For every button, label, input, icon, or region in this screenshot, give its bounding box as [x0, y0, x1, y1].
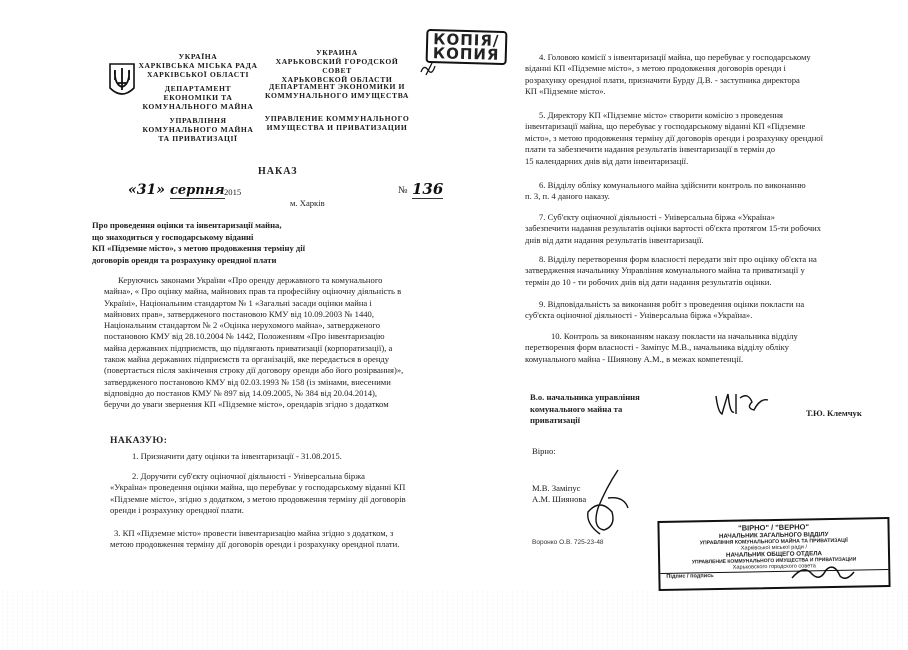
item-line: місто», з метою продовження терміну дії договорів оренди і розрахунку орендної	[525, 132, 823, 143]
ru-city-block	[262, 48, 412, 84]
approver-name: М.В. Заміпус	[532, 483, 581, 493]
stamp-line: НАЧАЛЬНИК ОБЩЕГО ОТДЕЛА	[725, 550, 823, 559]
order-word: НАКАЗУЮ:	[110, 436, 168, 446]
executor-note: Воронко О.В. 725-23-48	[532, 539, 604, 546]
order-item-5	[525, 110, 877, 167]
stamp-line: УПРАВЛЕНИЕ КОММУНАЛЬНОГО ИМУЩЕСТВА И ПРИВАТИЗАЦИИ	[691, 556, 857, 566]
item-line: інвентаризації майна, що перебуває у господарському віданні КП «Підземне	[525, 121, 806, 132]
item-line: суб'єкта оціночної діяльності - Універсальна біржа «Україна».	[525, 310, 753, 321]
signatory-title	[530, 392, 680, 427]
order-item-10	[525, 331, 877, 365]
stamp-line: Харьковского городского совета	[732, 563, 816, 571]
ua-header-line: УКРАЇНА	[178, 52, 218, 61]
ua-header-line: ДЕПАРТАМЕНТ	[164, 84, 232, 93]
ru-header-line: ХАРЬКОВСКОЙ ОБЛАСТИ	[281, 75, 393, 84]
signature-icon	[712, 388, 772, 422]
order-city: м. Харків	[290, 198, 325, 208]
preamble-line: майна», « Про оцінку майна, майнових прав та професійну оціночну діяльність в	[104, 286, 402, 297]
item-line: комунального майна - Шиянову А.М., в межах компетенції.	[525, 353, 744, 364]
order-date-day: «31»	[128, 182, 165, 198]
order-title: НАКАЗ	[258, 166, 298, 177]
item-line: забезпечити надання результатів оцінки вартості об'єкта протягом 15-ти робочих	[525, 223, 822, 234]
preamble-line: (повертається після закінчення строку дії договору оренди або його розірвання)»,	[104, 365, 404, 376]
scan-noise	[0, 590, 908, 650]
item-line: 4. Головою комісії з інвентаризації майна, що перебуває у господарському	[539, 52, 811, 62]
copy-stamp-line: КОПІЯ/	[432, 30, 500, 50]
scribble-mark	[418, 60, 440, 83]
item-line: КП «Підземне місто».	[525, 86, 606, 97]
order-item-3	[110, 528, 456, 551]
item-line: п. 3, п. 4 даного наказу.	[525, 191, 610, 202]
preamble-paragraph	[104, 275, 456, 411]
preamble-line: майна державних підприємств, що підлягають приватизації (корпоратизації), а	[104, 342, 393, 353]
order-item-2	[110, 471, 456, 517]
trident-icon	[108, 62, 136, 100]
stamp-signature	[790, 560, 856, 591]
ua-header-line: ТА ПРИВАТИЗАЦІЇ	[158, 134, 238, 143]
approver-name: А.М. Шиянова	[532, 494, 587, 505]
stamp-sign-label: Підпис / подпись	[660, 569, 888, 580]
ua-mgmt-block	[138, 116, 258, 143]
subject-line: що знаходиться у господарському віданні	[92, 231, 254, 242]
stamp-line: НАЧАЛЬНИК ЗАГАЛЬНОГО ВІДДІЛУ	[718, 531, 829, 540]
item-line: термін до 10 - ти робочих днів від дати надання результатів оцінки.	[525, 276, 772, 287]
item-line: затвердження начальнику Управління комунального майна та приватизації у	[525, 265, 805, 276]
order-date-year: 2015	[224, 187, 242, 197]
preamble-line: Україні», Національним стандартом № 1 «Загальні засади оцінки майна і	[104, 297, 372, 308]
signatory-line: приватизації	[530, 415, 581, 426]
ua-header-line: ХАРКІВСЬКОЇ ОБЛАСТІ	[146, 70, 250, 79]
item-line: 7. Суб'єкту оціночної діяльності - Універсальна біржа «Україна»	[539, 212, 775, 222]
ru-mgmt-block	[262, 114, 412, 132]
ru-dept-block	[262, 82, 412, 100]
subject-line: КП «Підземне місто», з метою продовження терміну дії	[92, 243, 306, 254]
subject-line: Про проведення оцінки та інвентаризації майна,	[92, 220, 282, 230]
preamble-line: Національним стандартом № 2 «Оцінка нерухомого майна», затвердженого	[104, 320, 381, 331]
ua-header-line: ХАРКІВСЬКА МІСЬКА РАДА	[138, 61, 258, 70]
preamble-line: беручи до уваги звернення КП «Підземне місто», орендарів згідно з додатком	[104, 399, 389, 410]
order-number: 136	[412, 180, 444, 198]
item-line: метою продовження терміну дії договорів оренди і розрахунку орендної плати.	[110, 539, 400, 550]
order-item-9	[525, 299, 877, 322]
item-line: 10. Контроль за виконанням наказу покласти на начальника відділу	[551, 331, 798, 341]
ua-header-line: ЕКОНОМІКИ ТА	[163, 93, 233, 102]
preamble-line: Керуючись законами України «Про оренду державного та комунального	[118, 275, 383, 285]
item-line: 9. Відповідальність за виконання робіт з проведення оцінки покласти на	[539, 299, 805, 309]
order-date-month: серпня	[170, 183, 225, 198]
preamble-line: відповідно до постанов КМУ № 897 від 14.09.2005, № 384 від 20.04.2014),	[104, 387, 378, 398]
preamble-line: постановою КМУ від 28.10.2004 № 1442, Положенням «Про інвентаризацію	[104, 331, 385, 342]
ua-header-line: УПРАВЛІННЯ	[169, 116, 227, 125]
ru-header-line: ХАРЬКОВСКИЙ ГОРОДСКОЙ СОВЕТ	[275, 57, 399, 75]
ru-header-line: ИМУЩЕСТВА И ПРИВАТИЗАЦИИ	[266, 123, 408, 132]
ua-city-block	[138, 52, 258, 79]
signatory-line: В.о. начальника управління	[530, 392, 640, 402]
preamble-line: затвердженого постановою КМУ від 02.03.1993 № 158 (із змінами, внесеними	[104, 376, 391, 387]
item-line: 15 календарних днів від дати інвентаризації.	[525, 155, 689, 166]
order-item-7	[525, 212, 877, 246]
item-line: «Україна» проведення оцінки майна, що перебуває у господарському віданні КП	[110, 482, 406, 493]
signatory-line: комунального майна та	[530, 403, 623, 414]
preamble-line: майнових прав», затвердженого постановою КМУ від 10.09.2003 № 1440,	[104, 308, 374, 319]
item-line: днів від дати надання результатів інвентаризації.	[525, 234, 704, 245]
pen-mark-icon	[418, 60, 440, 78]
signature-head	[712, 388, 772, 427]
item-line: 2. Доручити суб'єкту оціночної діяльності - Універсальна біржа	[132, 471, 365, 481]
ua-header-line: КОМУНАЛЬНОГО МАЙНА	[142, 125, 254, 134]
item-line: плати та забезпечити надання результатів інвентаризації в термін до	[525, 144, 776, 155]
copy-stamp-line: КОПИЯ	[432, 44, 500, 64]
coat-of-arms-left	[108, 62, 136, 100]
verified-label: Вірно:	[532, 446, 556, 456]
item-line: 5. Директору КП «Підземне місто» створити комісію з проведення	[539, 110, 783, 120]
item-line: «Підземне місто», згідно з додатком, з метою продовження терміну дії договорів	[110, 493, 406, 504]
subject-line: договорів оренди та розрахунку орендної плати	[92, 254, 277, 265]
ru-header-line: ДЕПАРТАМЕНТ ЭКОНОМИКИ И	[269, 82, 405, 91]
item-line: оренди і розрахунку орендної плати.	[110, 505, 244, 516]
order-item-1: 1. Призначити дату оцінки та інвентаризації - 31.08.2015.	[132, 451, 342, 461]
approver-signature	[578, 468, 632, 545]
item-line: 8. Відділу перетворення форм власності передати звіт про оцінку об'єкта на	[539, 254, 817, 264]
ru-header-line: УКРАИНА	[316, 48, 358, 57]
item-line: розрахунку орендної плати, призначити Бурду Д.В. - заступника директора	[525, 74, 800, 85]
ru-header-line: УПРАВЛЕНИЕ КОММУНАЛЬНОГО	[264, 114, 410, 123]
stamp-line: УПРАВЛІННЯ КОМУНАЛЬНОГО МАЙНА ТА ПРИВАТИЗАЦІЇ	[699, 537, 848, 547]
preamble-line: також майна державних підприємств та організацій, яке передається в оренду	[104, 354, 390, 365]
item-line: 3. КП «Підземне місто» провести інвентаризацію майна згідно з додатком, з	[114, 528, 394, 538]
order-item-8	[525, 254, 877, 288]
ua-dept-block	[138, 84, 258, 111]
stamp-line: "ВІРНО" / "ВЕРНО"	[738, 522, 810, 533]
order-subject	[92, 220, 392, 266]
signatory-name: Т.Ю. Клемчук	[806, 408, 862, 418]
order-number-prefix: №	[398, 185, 408, 196]
signature-icon	[578, 468, 632, 540]
item-line: віданні КП «Підземне місто», з метою продовження договорів оренди і	[525, 63, 786, 74]
stamp-line: Харківської міської ради /	[740, 544, 808, 552]
order-item-4	[525, 52, 877, 98]
item-line: 6. Відділу обліку комунального майна здійснити контроль по виконанню	[539, 180, 806, 190]
ua-header-line: КОМУНАЛЬНОГО МАЙНА	[142, 102, 254, 111]
order-item-6	[525, 180, 877, 203]
ru-header-line: КОММУНАЛЬНОГО ИМУЩЕСТВА	[265, 91, 409, 100]
signature-icon	[790, 560, 856, 586]
item-line: перетворення форм власності - Заміпус М.В., начальника відділу обліку	[525, 342, 789, 353]
